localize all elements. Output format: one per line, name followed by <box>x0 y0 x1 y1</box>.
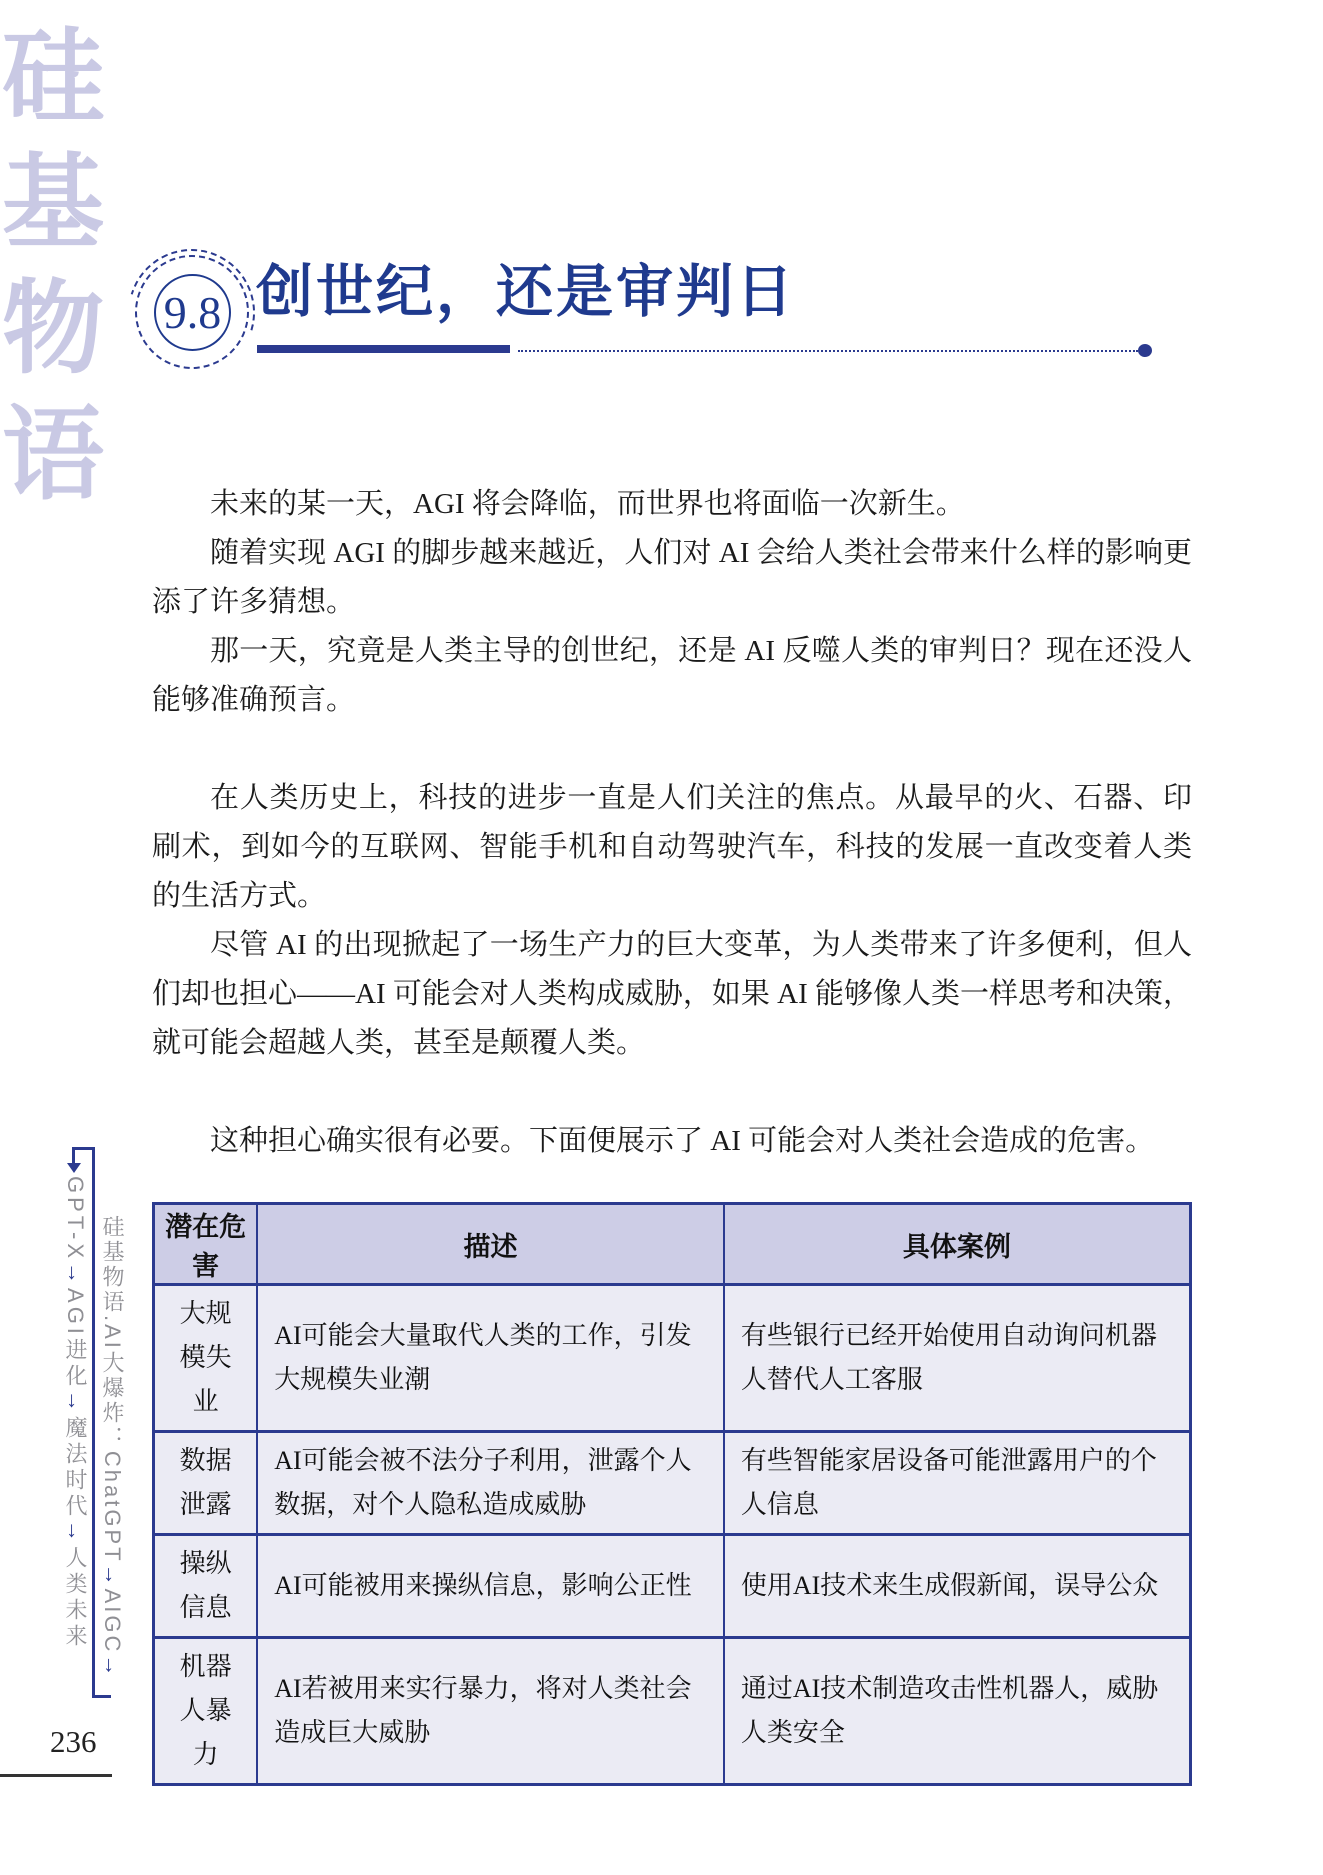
sidebar-vertical-rule <box>92 1147 95 1698</box>
cell-case: 通过AI技术制造攻击性机器人，威胁人类安全 <box>724 1638 1191 1785</box>
book-title-text: 硅基物语.AI大爆炸：ChatGPT <box>100 1215 125 1564</box>
decorative-char: 硅 <box>2 20 104 134</box>
arrow-icon: → <box>100 1563 125 1589</box>
cell-harm: 机器人暴力 <box>154 1638 258 1785</box>
cell-case: 使用AI技术来生成假新闻，误导公众 <box>724 1535 1191 1638</box>
table-row <box>154 1638 1191 1785</box>
column-header-case: 具体案例 <box>724 1204 1191 1285</box>
decorative-spine-characters <box>2 14 112 518</box>
cell-harm: 数据泄露 <box>154 1432 258 1535</box>
cell-case: 有些银行已经开始使用自动询问机器人替代人工客服 <box>724 1285 1191 1432</box>
page-number-rule <box>0 1774 112 1777</box>
cell-case: 有些智能家居设备可能泄露用户的个人信息 <box>724 1432 1191 1535</box>
column-header-harm: 潜在危害 <box>154 1204 258 1285</box>
sidebar-book-title <box>97 1215 128 1695</box>
title-dotted-rule <box>518 350 1138 352</box>
paragraph-4: 在人类历史上，科技的进步一直是人们关注的焦点。从最早的火、石器、印刷术，到如今的互联网、智能手机和自动驾驶汽车，科技的发展一直改变着人类的生活方式。 <box>152 782 1192 912</box>
cell-description: AI可能会大量取代人类的工作，引发大规模失业潮 <box>257 1285 724 1432</box>
sidebar-series-text <box>60 1176 91 1691</box>
sidebar-top-corner <box>72 1147 94 1150</box>
title-end-dot <box>1138 344 1152 357</box>
arrow-icon: → <box>63 1519 88 1546</box>
table-row <box>154 1285 1191 1432</box>
ai-harm-table <box>152 1202 1192 1786</box>
series-text: GPT-X <box>63 1176 88 1263</box>
badge-inner-circle <box>154 274 231 351</box>
decorative-char: 基 <box>2 146 104 260</box>
page-number: 236 <box>50 1724 97 1759</box>
cell-harm: 操纵信息 <box>154 1535 258 1638</box>
paragraph-1: 未来的某一天，AGI 将会降临，而世界也将面临一次新生。 <box>210 488 965 520</box>
cell-description: AI若被用来实行暴力，将对人类社会造成巨大威胁 <box>257 1638 724 1785</box>
arrow-icon: → <box>63 1262 88 1289</box>
section-number-badge <box>128 248 258 378</box>
sidebar-top-arrow-icon <box>67 1163 81 1173</box>
table-row <box>154 1432 1191 1535</box>
body-content <box>152 480 1192 1786</box>
arrow-icon: → <box>63 1389 88 1416</box>
section-number: 9.8 <box>163 286 222 338</box>
column-header-description: 描述 <box>257 1204 724 1285</box>
series-text: AGI进化 <box>63 1288 88 1390</box>
section-title: 创世纪，还是审判日 <box>256 261 796 324</box>
arrow-icon: → <box>100 1654 125 1680</box>
cell-description: AI可能被用来操纵信息，影响公正性 <box>257 1535 724 1638</box>
title-underline-bar <box>257 345 510 353</box>
cell-description: AI可能会被不法分子利用，泄露个人数据，对个人隐私造成威胁 <box>257 1432 724 1535</box>
paragraph-2: 随着实现 AGI 的脚步越来越近，人们对 AI 会给人类社会带来什么样的影响更添了许多猜想。 <box>152 537 1192 618</box>
paragraph-6: 这种担心确实很有必要。下面便展示了 AI 可能会对人类社会造成的危害。 <box>210 1125 1155 1157</box>
paragraph-5: 尽管 AI 的出现掀起了一场生产力的巨大变革，为人类带来了许多便利，但人们却也担心——AI 可能会对人类构成威胁，如果 AI 能够像人类一样思考和决策，就可能会超越人类，甚至是颠覆人类。 <box>152 929 1192 1059</box>
table-row <box>154 1535 1191 1638</box>
series-text: 魔法时代 <box>63 1415 88 1520</box>
decorative-char: 物 <box>2 272 104 386</box>
paragraph-3: 那一天，究竟是人类主导的创世纪，还是 AI 反噬人类的审判日？现在还没人能够准确预言。 <box>152 635 1192 716</box>
book-title-text: AIGC <box>100 1588 125 1655</box>
cell-harm: 大规模失业 <box>154 1285 258 1432</box>
sidebar-top-arrow-stem <box>72 1147 75 1164</box>
table-header-row <box>154 1204 1191 1285</box>
decorative-char: 语 <box>2 398 104 512</box>
sidebar-bottom-corner <box>92 1695 111 1698</box>
series-text: 人类未来 <box>63 1545 88 1650</box>
